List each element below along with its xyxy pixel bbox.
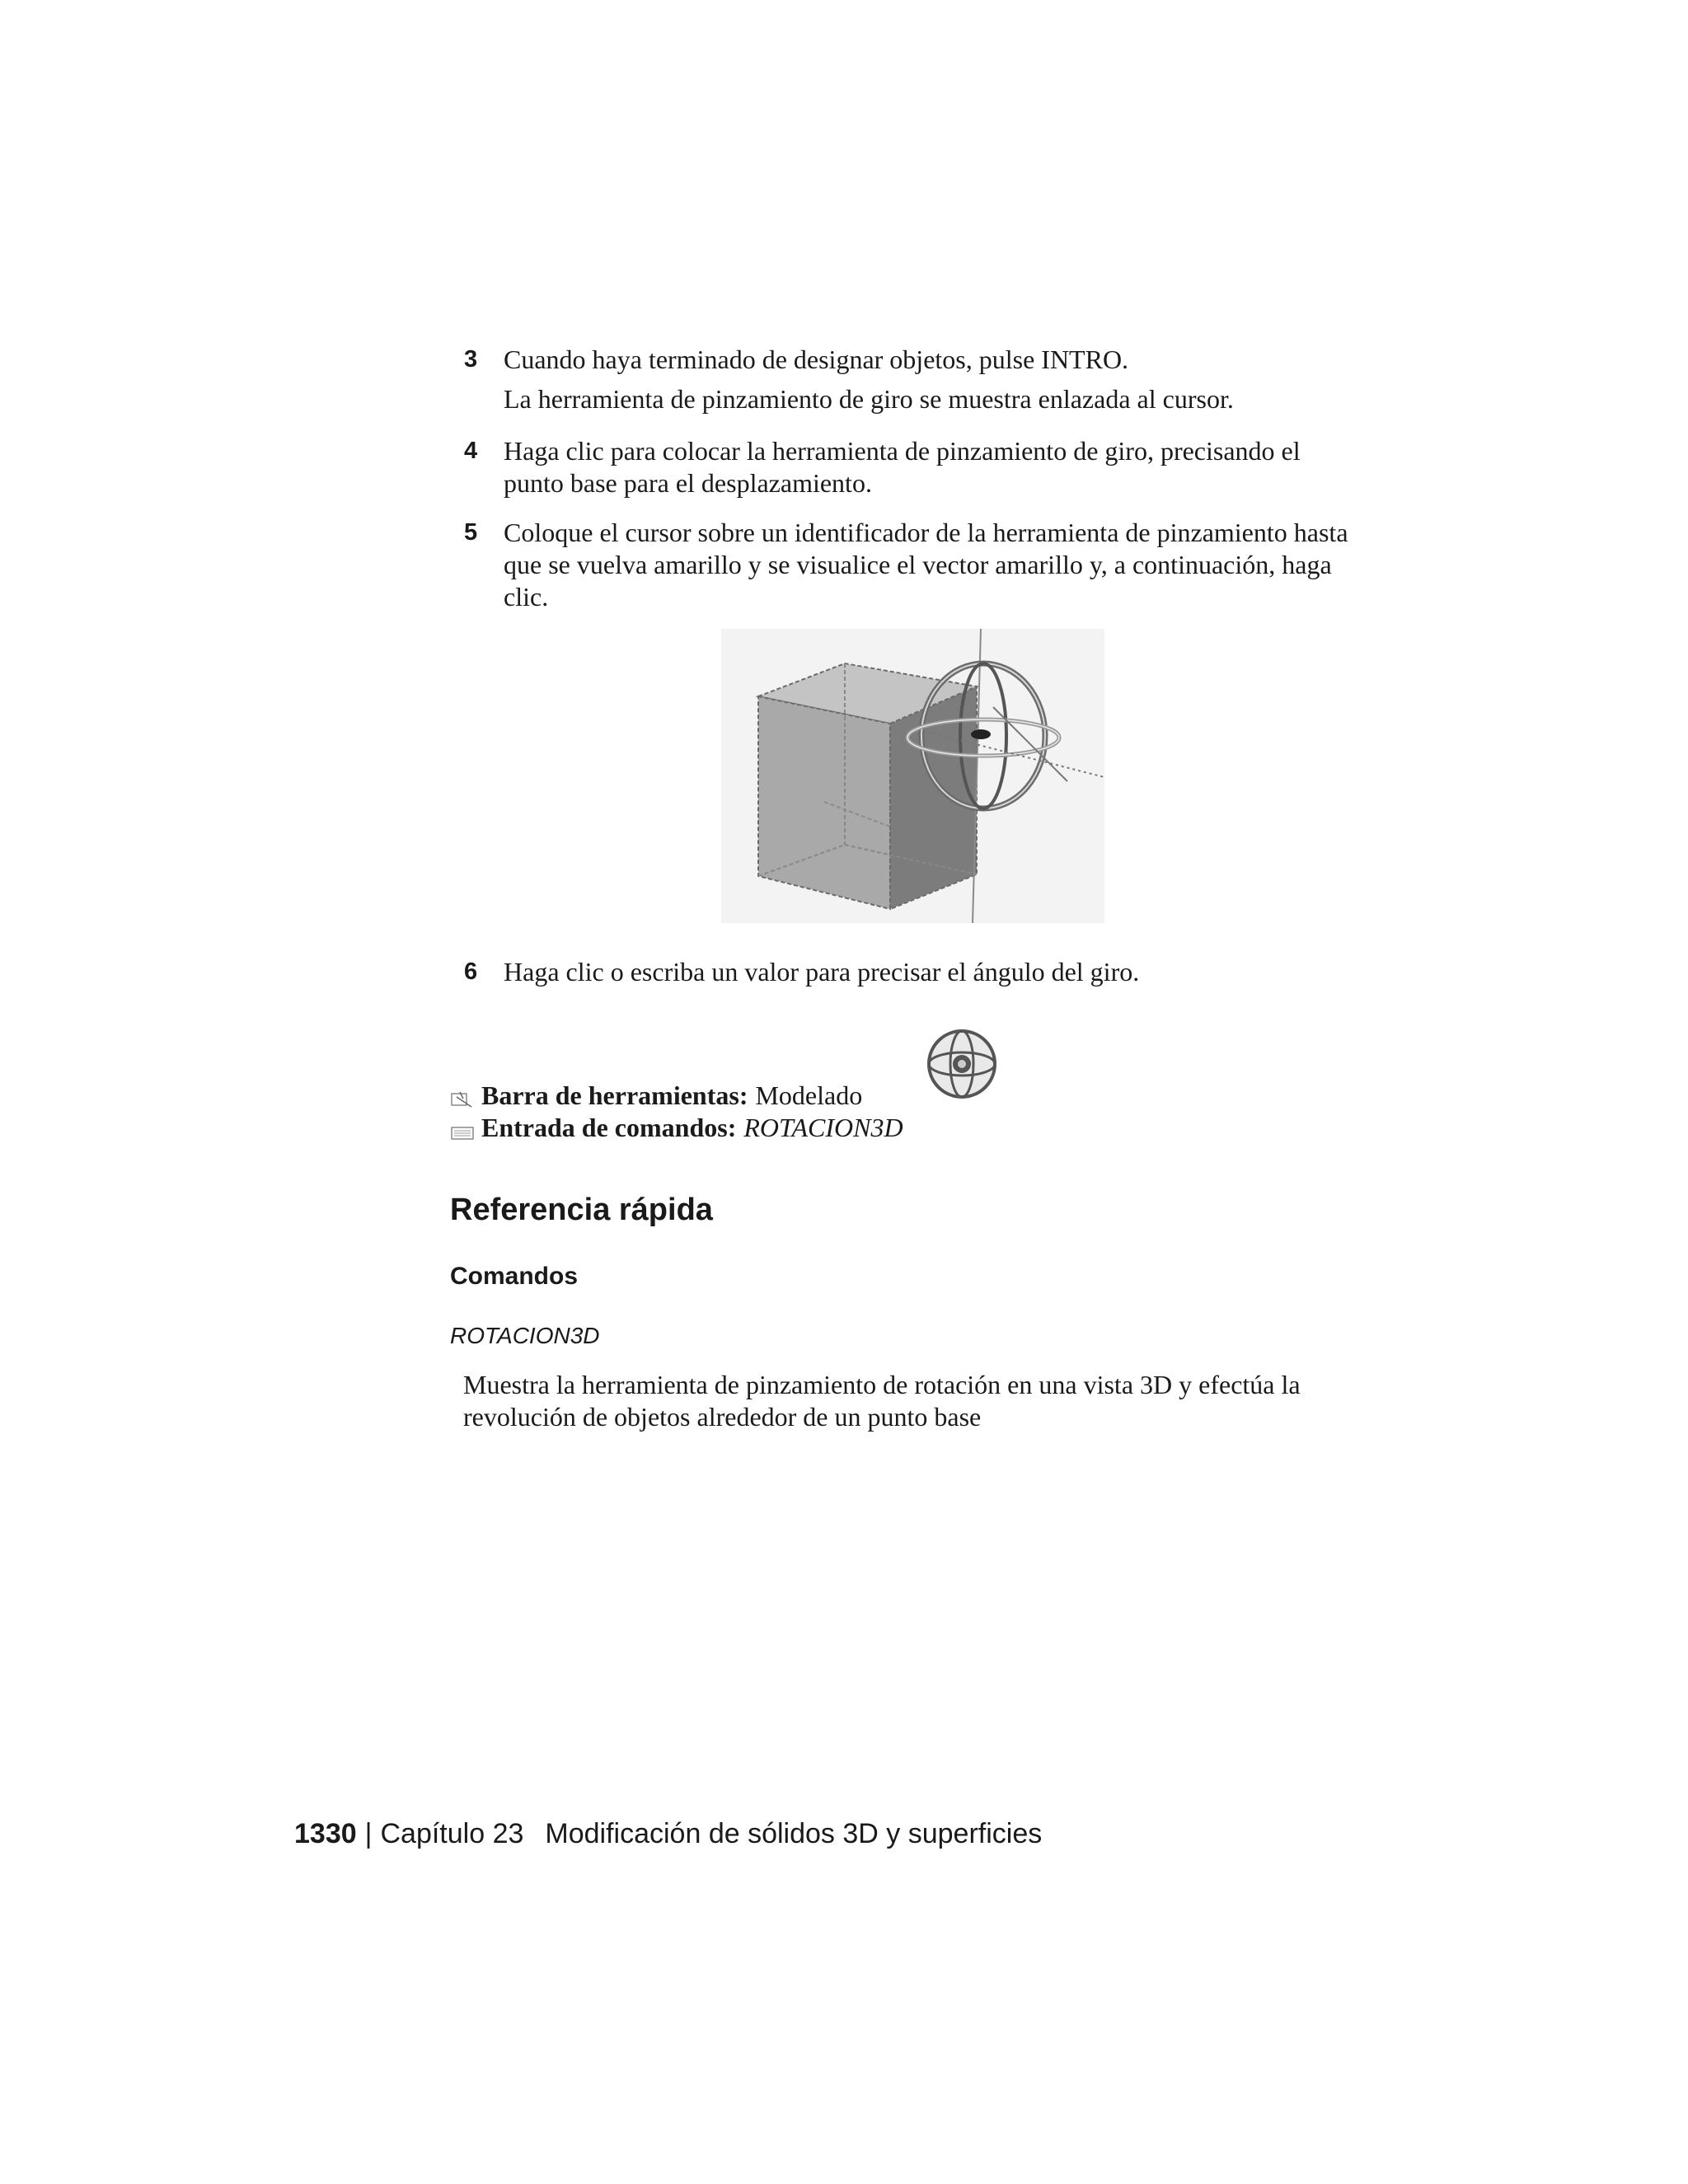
footer-separator: | (364, 1818, 373, 1849)
quick-reference-heading: Referencia rápida (450, 1193, 713, 1227)
step-6 (464, 956, 1354, 989)
step-note: La herramienta de pinzamiento de giro se muestra enlazada al cursor. (504, 384, 1234, 414)
step-5 (464, 517, 1354, 616)
command-entry-line (450, 1112, 903, 1143)
step-text: Cuando haya terminado de designar objetos, pulse INTRO. (504, 344, 1129, 374)
3d-rotate-gizmo-icon (925, 1027, 999, 1101)
step-number: 4 (464, 438, 478, 464)
page-footer (294, 1816, 1042, 1852)
command-value: ROTACION3D (743, 1113, 903, 1142)
command-name: ROTACION3D (450, 1323, 600, 1348)
step-number: 6 (464, 958, 478, 985)
step-text: Haga clic o escriba un valor para precisar el ángulo del giro. (504, 957, 1140, 987)
command-description: Muestra la herramienta de pinzamiento de rotación en una vista 3D y efectúa la revolución de objetos alrededor de un punto base (463, 1370, 1301, 1432)
toolbar-access-line (450, 1080, 862, 1111)
step-text: Haga clic para colocar la herramienta de pinzamiento de giro, precisando el punto base para el desplazamiento. (504, 436, 1301, 498)
chapter-title: Modificación de sólidos 3D y superficies (545, 1818, 1043, 1849)
step-number: 3 (464, 346, 478, 373)
rotate-gizmo-illustration (721, 629, 1104, 923)
toolbar-label: Barra de herramientas: (481, 1080, 748, 1110)
step-4 (464, 435, 1354, 501)
page-number: 1330 (294, 1818, 357, 1849)
step-3 (464, 344, 1354, 418)
chapter-label: Capítulo 23 (380, 1818, 524, 1849)
step-number: 5 (464, 519, 478, 546)
keyboard-icon (450, 1118, 475, 1137)
commands-heading: Comandos (450, 1263, 579, 1290)
toolbar-icon (450, 1085, 475, 1105)
toolbar-value: Modelado (755, 1080, 863, 1110)
command-label: Entrada de comandos: (481, 1113, 737, 1142)
step-text: Coloque el cursor sobre un identificador de la herramienta de pinzamiento hasta que se vuelva amarillo y se visualice el vector amarillo y, a continuación, haga clic. (504, 518, 1348, 612)
